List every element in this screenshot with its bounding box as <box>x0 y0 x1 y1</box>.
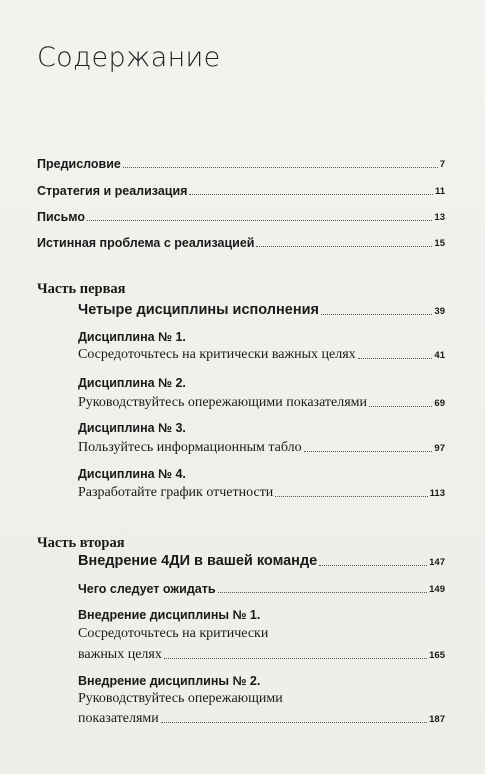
toc-section-heading: Внедрение 4ДИ в вашей команде <box>78 553 318 569</box>
toc-entry-letter[interactable] <box>37 209 445 225</box>
toc-entry-implementation-1[interactable] <box>78 646 445 663</box>
discipline-2-label: Дисциплина № 2. <box>78 376 186 390</box>
toc-entry-discipline-1[interactable] <box>78 346 445 363</box>
toc-entry-discipline-4[interactable] <box>78 484 445 501</box>
leader-dots <box>256 246 432 247</box>
leader-dots <box>218 592 428 593</box>
toc-entry-discipline-2[interactable] <box>78 394 445 411</box>
implementation-1-label: Внедрение дисциплины № 1. <box>78 608 261 622</box>
part-two-label: Часть вторая <box>37 535 125 551</box>
toc-page-number: 11 <box>434 186 445 197</box>
toc-page-number: 165 <box>429 650 445 661</box>
part-one-label: Часть первая <box>37 281 126 297</box>
toc-page-number: 147 <box>429 557 445 568</box>
toc-entry-discipline-3[interactable] <box>78 439 445 456</box>
discipline-1-label: Дисциплина № 1. <box>78 330 186 344</box>
discipline-4-label: Дисциплина № 4. <box>78 467 186 481</box>
toc-entry-title: Руководствуйтесь опережающими показателями <box>78 395 368 410</box>
toc-page-number: 15 <box>434 238 445 249</box>
toc-entry-label: Стратегия и реализация <box>37 184 188 198</box>
toc-entry-implementation-2[interactable] <box>78 710 445 727</box>
toc-page-number: 69 <box>434 398 445 409</box>
toc-entry-true-problem[interactable] <box>37 235 445 251</box>
toc-entry-label: Письмо <box>37 210 86 224</box>
leader-dots <box>319 565 427 566</box>
implementation-2-label: Внедрение дисциплины № 2. <box>78 674 261 688</box>
toc-entry-label: Истинная проблема с реализацией <box>37 236 255 250</box>
toc-page-number: 13 <box>434 212 445 223</box>
toc-page-number: 187 <box>429 714 445 725</box>
toc-page-number: 97 <box>434 443 445 454</box>
toc-entry-part-two-heading[interactable] <box>78 552 445 570</box>
toc-entry-strategy[interactable] <box>37 183 445 199</box>
toc-entry-title: Пользуйтесь информационным табло <box>78 440 302 455</box>
leader-dots <box>321 314 432 315</box>
leader-dots <box>123 167 438 168</box>
discipline-3-label: Дисциплина № 3. <box>78 421 186 435</box>
toc-page-number: 39 <box>434 306 445 317</box>
toc-entry-what-to-expect[interactable] <box>78 581 445 597</box>
leader-dots <box>304 451 433 452</box>
toc-entry-part-one-heading[interactable] <box>78 301 445 319</box>
leader-dots <box>369 406 432 407</box>
toc-entry-title: важных целях <box>78 647 162 662</box>
toc-entry-label: Предисловие <box>37 157 121 171</box>
toc-entry-label: Чего следует ожидать <box>78 582 216 596</box>
toc-entry-title: показателями <box>78 711 159 726</box>
toc-page-number: 7 <box>439 159 445 170</box>
page-title: Содержание <box>37 42 221 73</box>
implementation-1-title-line1: Сосредоточьтесь на критически <box>78 626 269 641</box>
toc-entry-title: Разработайте график отчетности <box>78 485 274 500</box>
leader-dots <box>161 722 427 723</box>
leader-dots <box>189 194 433 195</box>
toc-entry-preface[interactable] <box>37 156 445 172</box>
toc-entry-title: Сосредоточьтесь на критически важных целях <box>78 347 356 362</box>
leader-dots <box>358 358 433 359</box>
leader-dots <box>87 220 432 221</box>
leader-dots <box>275 496 427 497</box>
toc-page-number: 113 <box>429 488 445 499</box>
toc-page-number: 149 <box>429 584 445 595</box>
implementation-2-title-line1: Руководствуйтесь опережающими <box>78 691 283 706</box>
toc-page-number: 41 <box>434 350 445 361</box>
toc-section-heading: Четыре дисциплины исполнения <box>78 302 319 318</box>
leader-dots <box>164 658 427 659</box>
